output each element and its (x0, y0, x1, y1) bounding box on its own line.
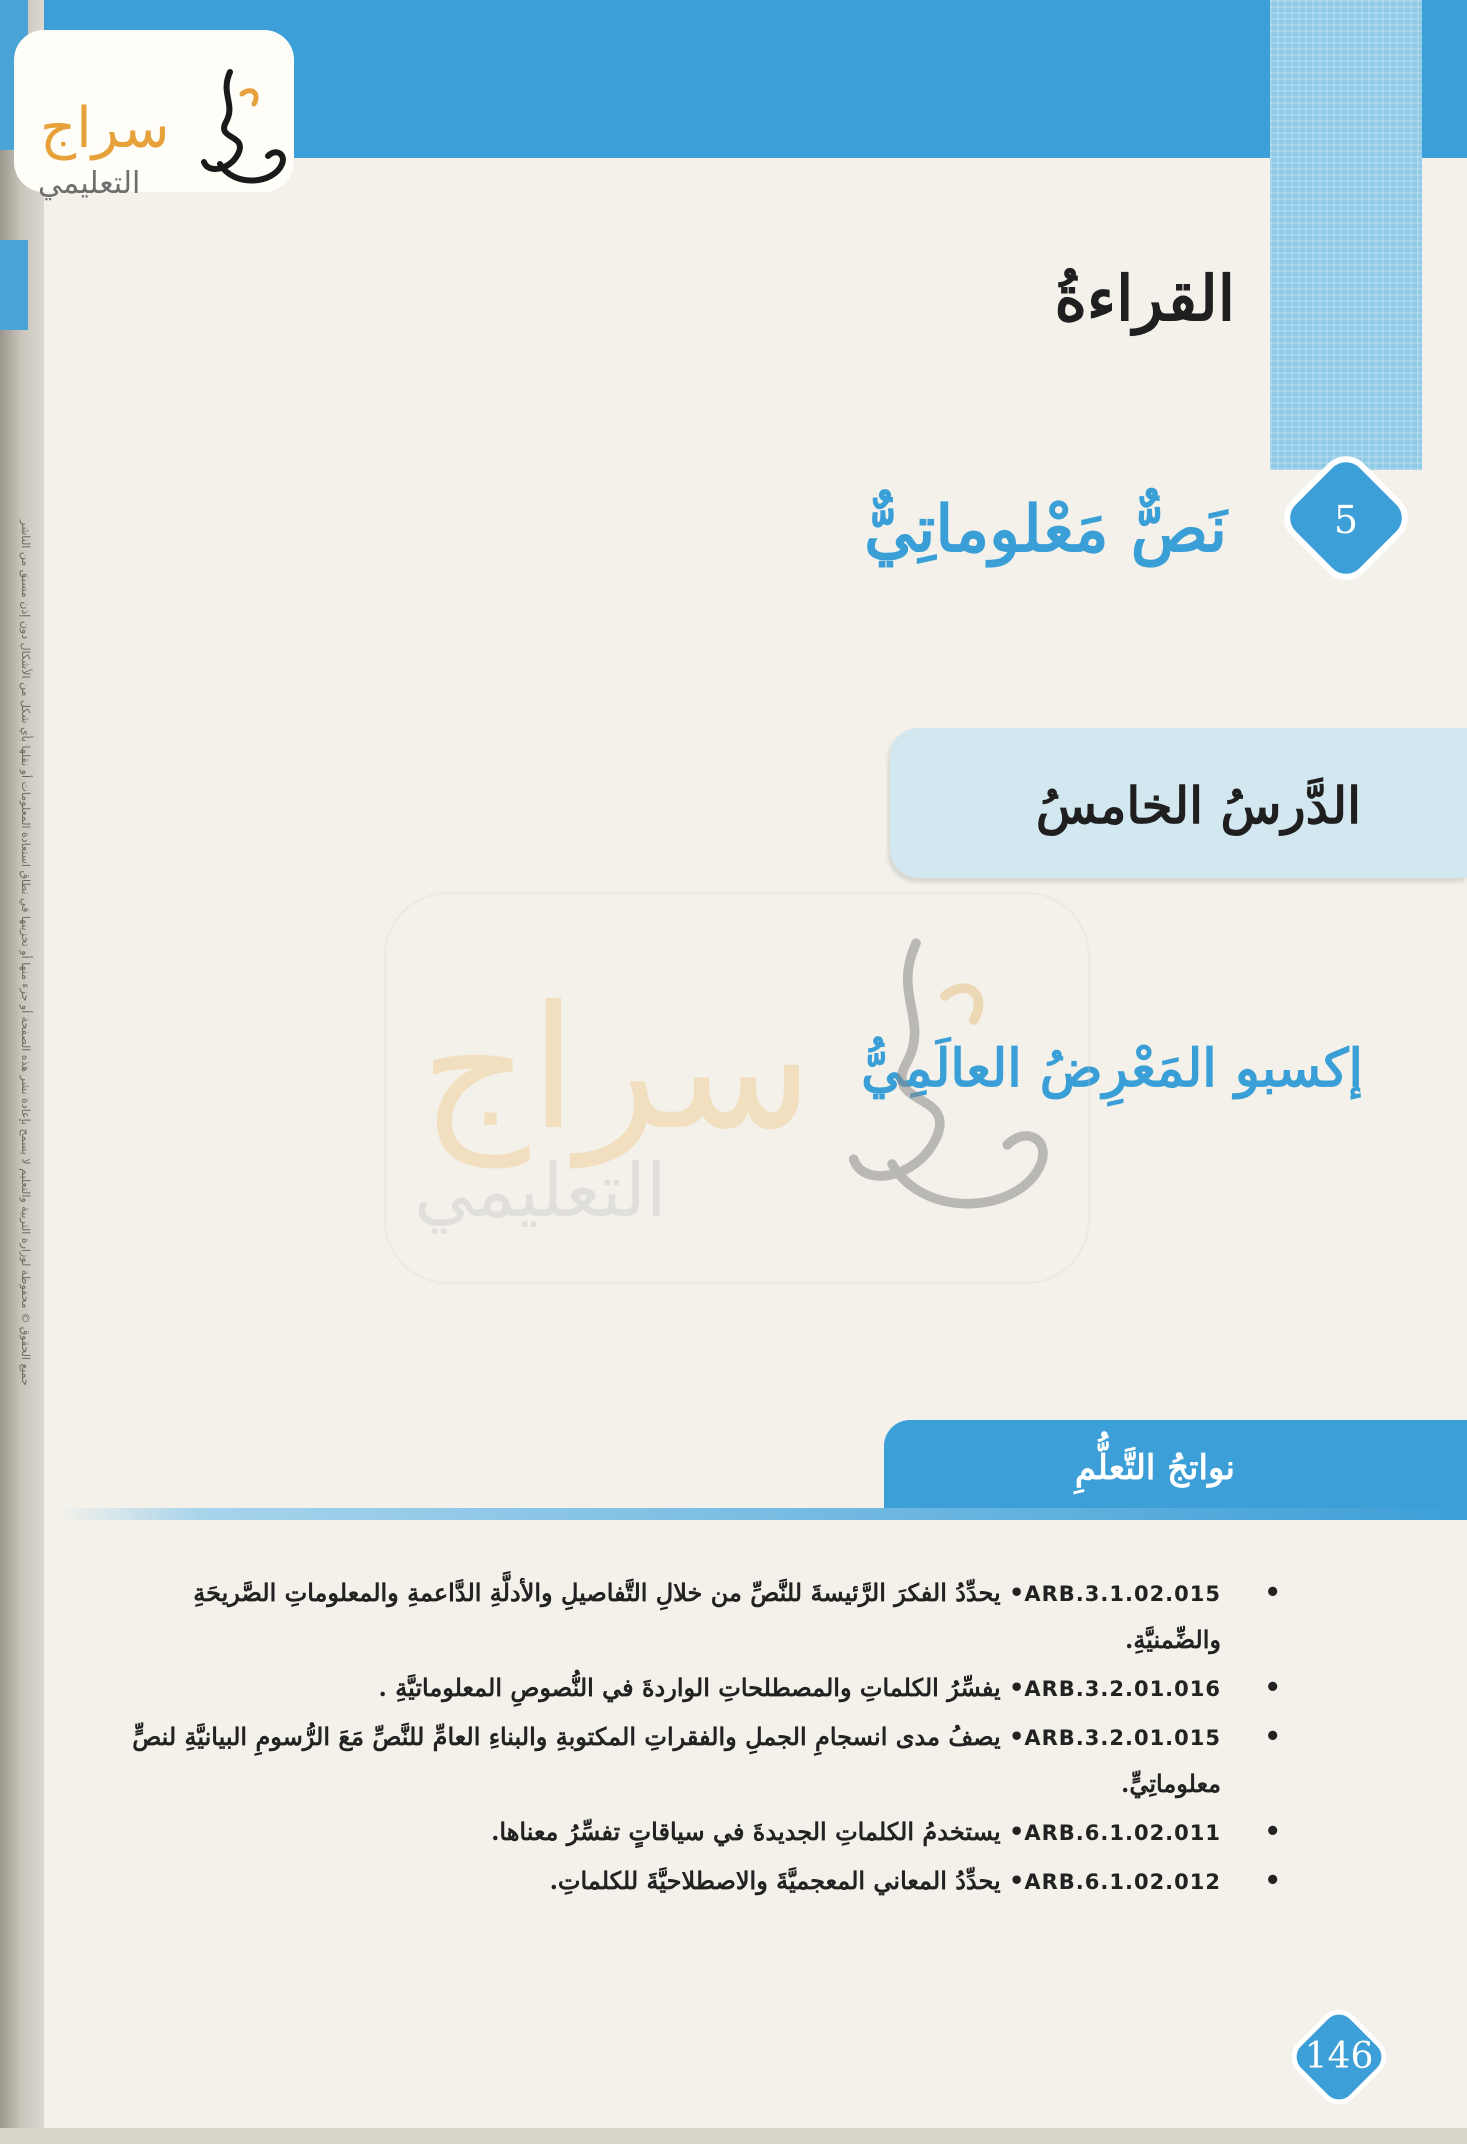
list-item: • ARB.3.1.02.015• يحدِّدُ الفكرَ الرَّئيسةَ للنَّصِّ من خلالِ التَّفاصيلِ والأدلَّةِ الدَّاعمةِ والمعلوماتِ الصَّريحَةِ والضِّمنيَّةِ. (91, 1570, 1221, 1663)
bullet-dot-icon: • (1264, 1722, 1281, 1752)
watermark-logo-mark-icon (820, 880, 1060, 1280)
lesson-name: إكسبو المَعْرِضُ العالَمِيُّ (861, 1038, 1363, 1099)
outcome-code: ARB.3.1.02.015 (1024, 1582, 1221, 1606)
outcome-code: ARB.6.1.02.011 (1024, 1821, 1221, 1845)
outcome-text: يحدِّدُ المعاني المعجميَّةَ والاصطلاحيَّةَ للكلماتِ. (549, 1866, 1001, 1895)
bullet-dot-icon: • (1264, 1578, 1281, 1608)
list-item: • ARB.6.1.02.011• يستخدمُ الكلماتِ الجديدةَ في سياقاتٍ تفسِّرُ معناها. (91, 1809, 1221, 1856)
logo-word: سراج (40, 96, 170, 161)
watermark-subtitle: التعليمي (414, 1148, 667, 1234)
bullet-dot-icon: • (1264, 1866, 1281, 1896)
scan-bottom-edge (0, 2128, 1467, 2144)
outcomes-list (91, 1570, 1281, 1907)
outcome-text: يصفُ مدى انسجامِ الجملِ والفقراتِ المكتوبةِ والبناءِ العامِّ للنَّصِّ مَعَ الرُّسومِ البيانيَّةِ لنصٍّ معلوماتِيٍّ. (132, 1722, 1221, 1798)
outcome-text: يستخدمُ الكلماتِ الجديدةَ في سياقاتٍ تفسِّرُ معناها. (491, 1817, 1001, 1846)
bullet-dot-icon: • (1264, 1673, 1281, 1703)
lesson-label: الدَّرسُ الخامسُ (1035, 776, 1361, 835)
outcome-code: ARB.3.2.01.015 (1024, 1726, 1221, 1750)
watermark-word: سراج (420, 970, 814, 1168)
section-title: نَصٌّ مَعْلوماتِيٌّ (864, 492, 1227, 567)
list-item: • ARB.6.1.02.012• يحدِّدُ المعاني المعجميَّةَ والاصطلاحيَّةَ للكلماتِ. (91, 1858, 1221, 1905)
header-texture-column (1270, 0, 1422, 470)
siraj-logo (14, 30, 294, 201)
list-item: • ARB.3.2.01.015• يصفُ مدى انسجامِ الجملِ والفقراتِ المكتوبةِ والبناءِ العامِّ للنَّصِّ مَعَ الرُّسومِ البيانيَّةِ لنصٍّ معلوماتِيٍّ. (91, 1714, 1221, 1807)
outcome-text: يحدِّدُ الفكرَ الرَّئيسةَ للنَّصِّ من خلالِ التَّفاصيلِ والأدلَّةِ الدَّاعمةِ والمعلوماتِ الصَّريحَةِ والضِّمنيَّةِ. (193, 1578, 1221, 1654)
bullet-dot-icon: • (1264, 1817, 1281, 1847)
copyright-side-note: جميع الحقوق © محفوظة لوزارة التربية والتعليم لا يسمح بإعادة نشر هذه الصفحة أو جزء منها أو تخزينها في نطاق استعادة المعلومات أو نقلها بأي شكل من الأشكال دون إذن مسبق من الناشر (19, 520, 32, 1386)
outcome-text: يفسِّرُ الكلماتِ والمصطلحاتِ الواردةَ في النُّصوصِ المعلوماتيَّةِ . (378, 1673, 1001, 1702)
section-number: 5 (1333, 498, 1359, 542)
unit-title: القراءةُ (1054, 262, 1235, 335)
outcomes-heading: نواتجُ التَّعلُّمِ (1074, 1448, 1235, 1488)
page-number: 146 (1304, 2036, 1374, 2077)
outcome-code: ARB.3.2.01.016 (1024, 1677, 1221, 1701)
binding-blue-stripe (0, 240, 28, 330)
siraj-logo-mark-icon (190, 64, 290, 194)
list-item: • ARB.3.2.01.016• يفسِّرُ الكلماتِ والمصطلحاتِ الواردةَ في النُّصوصِ المعلوماتيَّةِ . (91, 1665, 1221, 1712)
outcomes-divider (60, 1508, 1467, 1520)
outcome-code: ARB.6.1.02.012 (1024, 1870, 1221, 1894)
logo-subtitle: التعليمي (38, 166, 141, 201)
